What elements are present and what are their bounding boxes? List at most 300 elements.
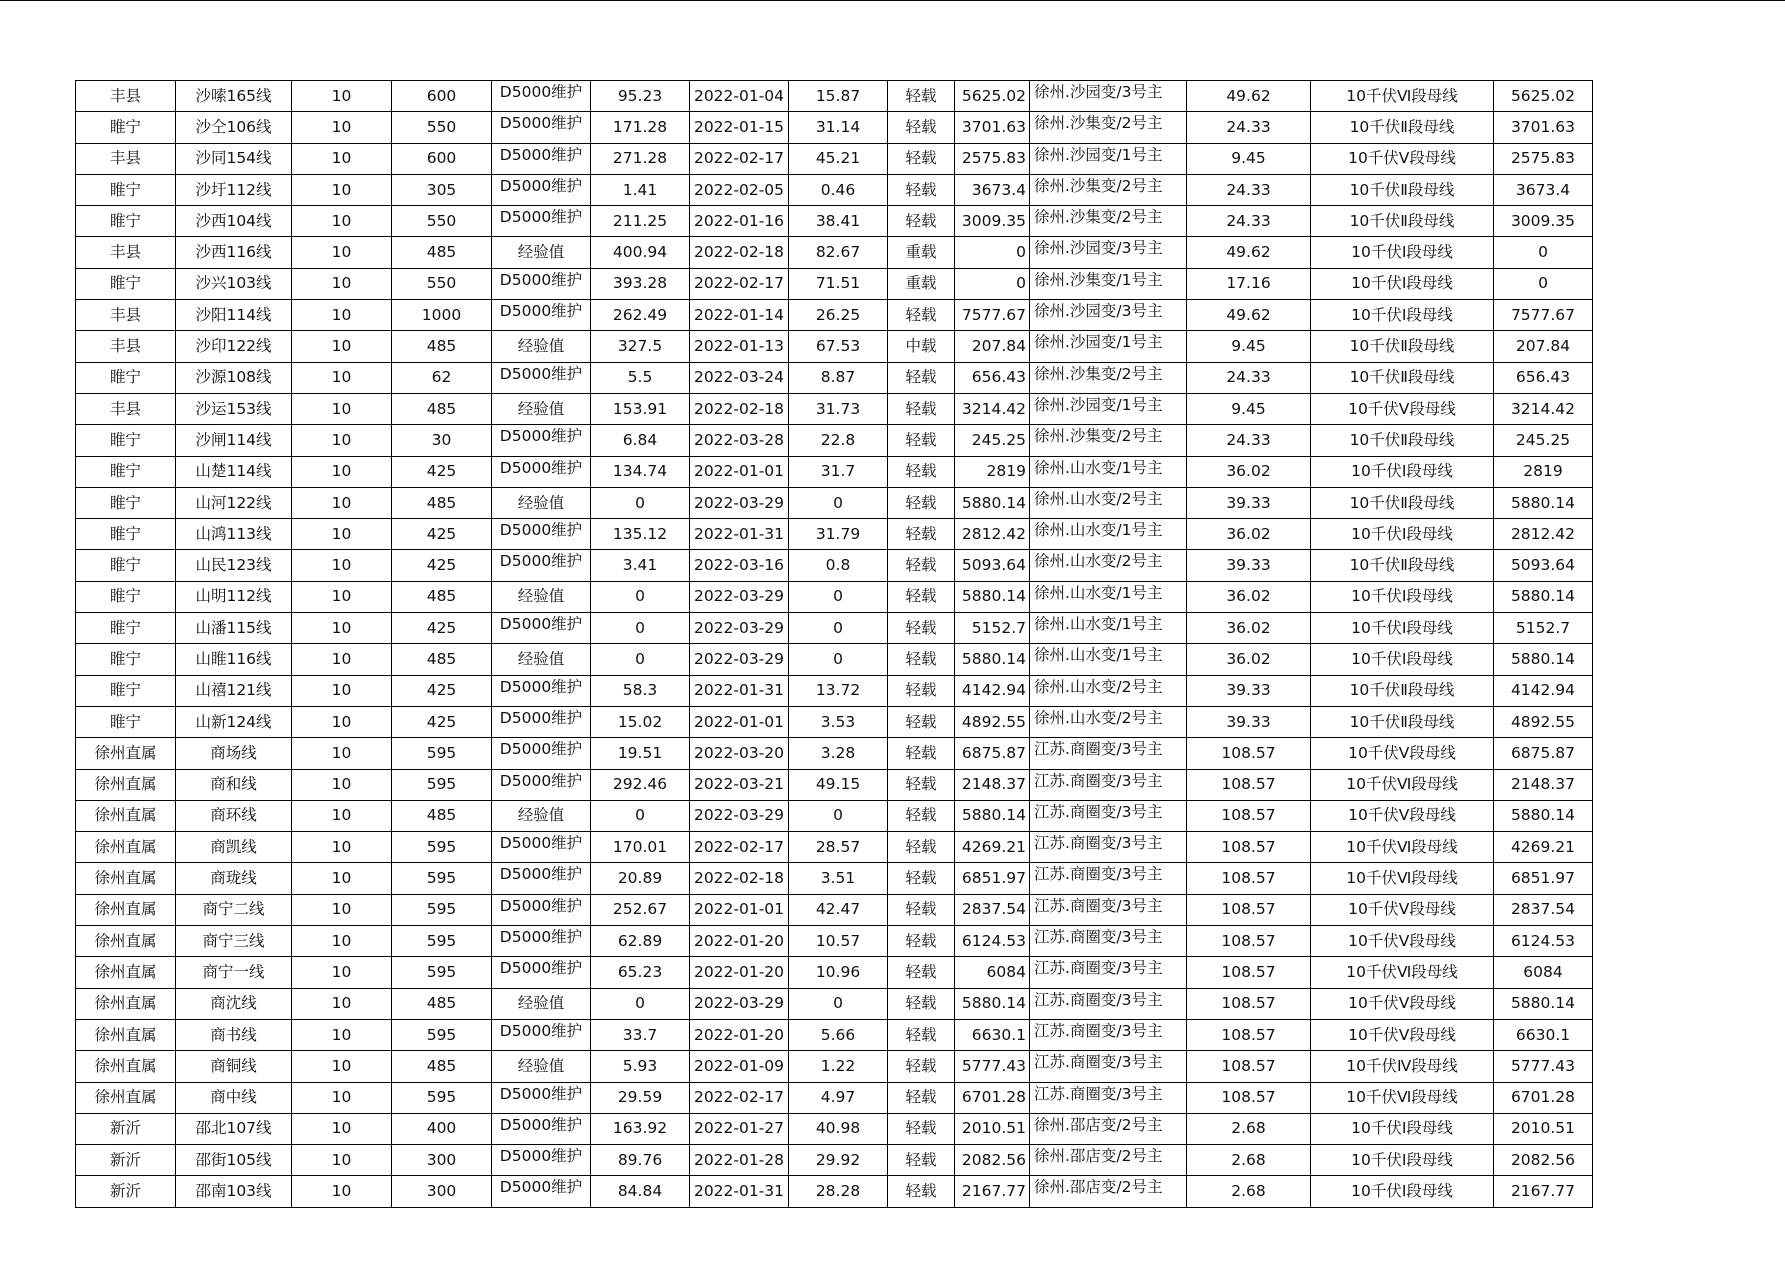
- value-cell: 170.01: [591, 832, 690, 863]
- date-cell: 2022-02-18: [690, 393, 789, 424]
- transformer-load-cell: 24.33: [1187, 112, 1311, 143]
- table-row: [76, 300, 1593, 331]
- line-name-cell: 沙印122线: [176, 331, 292, 362]
- voltage-cell: 10: [292, 613, 392, 644]
- table-row: [76, 926, 1593, 957]
- value-cell: 0: [591, 644, 690, 675]
- district-cell: 徐州直属: [76, 863, 176, 894]
- load-status-cell: 轻载: [888, 894, 955, 925]
- available-capacity-cell: 6084: [1494, 957, 1593, 988]
- transformer-cell: 徐州.沙园变/3号主: [1030, 300, 1187, 331]
- data-source-cell: 经验值: [492, 988, 591, 1019]
- date-cell: 2022-02-17: [690, 143, 789, 174]
- transformer-load-cell: 108.57: [1187, 832, 1311, 863]
- line-name-cell: 沙西116线: [176, 237, 292, 268]
- load-rate-cell: 8.87: [789, 362, 888, 393]
- data-source-cell: D5000维护: [492, 550, 591, 581]
- line-name-cell: 沙同154线: [176, 143, 292, 174]
- busbar-cell: 10千伏Ⅰ段母线: [1311, 300, 1494, 331]
- load-rate-cell: 10.57: [789, 926, 888, 957]
- transformer-load-cell: 36.02: [1187, 456, 1311, 487]
- district-cell: 新沂: [76, 1145, 176, 1176]
- value-cell: 0: [591, 487, 690, 518]
- date-cell: 2022-03-29: [690, 613, 789, 644]
- line-name-cell: 沙阳114线: [176, 300, 292, 331]
- line-name-cell: 山潘115线: [176, 613, 292, 644]
- rated-capacity-cell: 595: [392, 926, 492, 957]
- data-source-cell: 经验值: [492, 644, 591, 675]
- transformer-load-cell: 108.57: [1187, 738, 1311, 769]
- table-row: [76, 1051, 1593, 1082]
- busbar-cell: 10千伏Ⅰ段母线: [1311, 1113, 1494, 1144]
- line-name-cell: 山民123线: [176, 550, 292, 581]
- rated-capacity-cell: 485: [392, 581, 492, 612]
- district-cell: 睢宁: [76, 112, 176, 143]
- transformer-cell: 徐州.沙园变/1号主: [1030, 143, 1187, 174]
- load-status-cell: 轻载: [888, 706, 955, 737]
- transformer-cell: 徐州.山水变/1号主: [1030, 456, 1187, 487]
- transformer-cell: 江苏.商圈变/3号主: [1030, 926, 1187, 957]
- busbar-cell: 10千伏Ⅱ段母线: [1311, 425, 1494, 456]
- date-cell: 2022-01-01: [690, 456, 789, 487]
- table-row: [76, 206, 1593, 237]
- rated-capacity-cell: 595: [392, 769, 492, 800]
- value-cell: 89.76: [591, 1145, 690, 1176]
- load-status-cell: 轻载: [888, 769, 955, 800]
- load-status-cell: 轻载: [888, 206, 955, 237]
- table-row: [76, 675, 1593, 706]
- value-cell: 153.91: [591, 393, 690, 424]
- transformer-load-cell: 108.57: [1187, 1051, 1311, 1082]
- voltage-cell: 10: [292, 1145, 392, 1176]
- voltage-cell: 10: [292, 957, 392, 988]
- district-cell: 新沂: [76, 1176, 176, 1207]
- available-capacity-cell: 207.84: [1494, 331, 1593, 362]
- busbar-cell: 10千伏Ⅴ段母线: [1311, 738, 1494, 769]
- table-row: [76, 362, 1593, 393]
- busbar-cell: 10千伏Ⅴ段母线: [1311, 926, 1494, 957]
- load-rate-cell: 42.47: [789, 894, 888, 925]
- value-cell: 0: [591, 613, 690, 644]
- busbar-cell: 10千伏Ⅱ段母线: [1311, 206, 1494, 237]
- data-source-cell: D5000维护: [492, 268, 591, 299]
- value-cell: 5.93: [591, 1051, 690, 1082]
- load-status-cell: 轻载: [888, 581, 955, 612]
- transformer-cell: 徐州.邵店变/2号主: [1030, 1113, 1187, 1144]
- voltage-cell: 10: [292, 894, 392, 925]
- line-name-cell: 商沈线: [176, 988, 292, 1019]
- line-name-cell: 商宁一线: [176, 957, 292, 988]
- district-cell: 睢宁: [76, 613, 176, 644]
- line-name-cell: 邵南103线: [176, 1176, 292, 1207]
- transformer-cell: 徐州.山水变/2号主: [1030, 550, 1187, 581]
- rated-capacity-cell: 300: [392, 1176, 492, 1207]
- rated-capacity-cell: 400: [392, 1113, 492, 1144]
- date-cell: 2022-01-20: [690, 926, 789, 957]
- margin-cell: 0: [955, 237, 1030, 268]
- rated-capacity-cell: 595: [392, 863, 492, 894]
- rated-capacity-cell: 30: [392, 425, 492, 456]
- data-source-cell: D5000维护: [492, 300, 591, 331]
- district-cell: 徐州直属: [76, 1082, 176, 1113]
- transformer-cell: 徐州.邵店变/2号主: [1030, 1145, 1187, 1176]
- value-cell: 6.84: [591, 425, 690, 456]
- transformer-cell: 徐州.山水变/2号主: [1030, 706, 1187, 737]
- busbar-cell: 10千伏Ⅴ段母线: [1311, 988, 1494, 1019]
- transformer-load-cell: 39.33: [1187, 550, 1311, 581]
- district-cell: 徐州直属: [76, 769, 176, 800]
- table-row: [76, 331, 1593, 362]
- load-rate-cell: 0: [789, 613, 888, 644]
- available-capacity-cell: 2812.42: [1494, 519, 1593, 550]
- data-source-cell: D5000维护: [492, 1113, 591, 1144]
- line-name-cell: 沙运153线: [176, 393, 292, 424]
- transformer-cell: 徐州.沙园变/1号主: [1030, 393, 1187, 424]
- voltage-cell: 10: [292, 1113, 392, 1144]
- line-name-cell: 山楚114线: [176, 456, 292, 487]
- district-cell: 睢宁: [76, 644, 176, 675]
- rated-capacity-cell: 595: [392, 1082, 492, 1113]
- line-name-cell: 沙圩112线: [176, 174, 292, 205]
- busbar-cell: 10千伏Ⅱ段母线: [1311, 487, 1494, 518]
- voltage-cell: 10: [292, 206, 392, 237]
- margin-cell: 2167.77: [955, 1176, 1030, 1207]
- transformer-cell: 江苏.商圈变/3号主: [1030, 863, 1187, 894]
- rated-capacity-cell: 425: [392, 613, 492, 644]
- load-rate-cell: 3.53: [789, 706, 888, 737]
- load-rate-cell: 0: [789, 487, 888, 518]
- district-cell: 徐州直属: [76, 1019, 176, 1050]
- transformer-load-cell: 24.33: [1187, 362, 1311, 393]
- busbar-cell: 10千伏Ⅱ段母线: [1311, 362, 1494, 393]
- load-status-cell: 轻载: [888, 456, 955, 487]
- transformer-cell: 江苏.商圈变/3号主: [1030, 894, 1187, 925]
- date-cell: 2022-03-29: [690, 800, 789, 831]
- busbar-cell: 10千伏Ⅴ段母线: [1311, 894, 1494, 925]
- load-rate-cell: 3.28: [789, 738, 888, 769]
- value-cell: 211.25: [591, 206, 690, 237]
- margin-cell: 3214.42: [955, 393, 1030, 424]
- available-capacity-cell: 2819: [1494, 456, 1593, 487]
- line-name-cell: 山河122线: [176, 487, 292, 518]
- line-name-cell: 商中线: [176, 1082, 292, 1113]
- busbar-cell: 10千伏Ⅱ段母线: [1311, 331, 1494, 362]
- transformer-cell: 徐州.山水变/1号主: [1030, 519, 1187, 550]
- available-capacity-cell: 2148.37: [1494, 769, 1593, 800]
- table-row: [76, 581, 1593, 612]
- district-cell: 睢宁: [76, 206, 176, 237]
- transformer-cell: 徐州.沙集变/1号主: [1030, 268, 1187, 299]
- busbar-cell: 10千伏Ⅱ段母线: [1311, 112, 1494, 143]
- data-source-cell: D5000维护: [492, 81, 591, 112]
- transformer-cell: 徐州.山水变/2号主: [1030, 675, 1187, 706]
- available-capacity-cell: 5880.14: [1494, 800, 1593, 831]
- data-source-cell: D5000维护: [492, 675, 591, 706]
- margin-cell: 0: [955, 268, 1030, 299]
- transformer-load-cell: 36.02: [1187, 519, 1311, 550]
- transformer-load-cell: 39.33: [1187, 487, 1311, 518]
- data-source-cell: 经验值: [492, 393, 591, 424]
- transformer-cell: 江苏.商圈变/3号主: [1030, 988, 1187, 1019]
- available-capacity-cell: 7577.67: [1494, 300, 1593, 331]
- load-rate-cell: 28.57: [789, 832, 888, 863]
- line-name-cell: 商书线: [176, 1019, 292, 1050]
- transformer-cell: 徐州.沙园变/1号主: [1030, 331, 1187, 362]
- margin-cell: 2837.54: [955, 894, 1030, 925]
- voltage-cell: 10: [292, 988, 392, 1019]
- table-row: [76, 894, 1593, 925]
- date-cell: 2022-03-21: [690, 769, 789, 800]
- data-source-cell: 经验值: [492, 800, 591, 831]
- load-status-cell: 轻载: [888, 1113, 955, 1144]
- transformer-cell: 徐州.沙园变/3号主: [1030, 237, 1187, 268]
- line-name-cell: 沙西104线: [176, 206, 292, 237]
- district-cell: 睢宁: [76, 268, 176, 299]
- data-source-cell: 经验值: [492, 581, 591, 612]
- table-row: [76, 769, 1593, 800]
- value-cell: 134.74: [591, 456, 690, 487]
- district-cell: 丰县: [76, 300, 176, 331]
- margin-cell: 5625.02: [955, 81, 1030, 112]
- data-source-cell: D5000维护: [492, 1019, 591, 1050]
- date-cell: 2022-01-31: [690, 1176, 789, 1207]
- value-cell: 0: [591, 800, 690, 831]
- voltage-cell: 10: [292, 519, 392, 550]
- busbar-cell: 10千伏Ⅰ段母线: [1311, 1176, 1494, 1207]
- table-row: [76, 832, 1593, 863]
- load-rate-cell: 10.96: [789, 957, 888, 988]
- transformer-cell: 徐州.沙集变/2号主: [1030, 362, 1187, 393]
- transformer-load-cell: 9.45: [1187, 331, 1311, 362]
- district-cell: 丰县: [76, 331, 176, 362]
- transformer-cell: 江苏.商圈变/3号主: [1030, 1051, 1187, 1082]
- value-cell: 84.84: [591, 1176, 690, 1207]
- load-status-cell: 重载: [888, 237, 955, 268]
- busbar-cell: 10千伏Ⅱ段母线: [1311, 675, 1494, 706]
- date-cell: 2022-02-18: [690, 237, 789, 268]
- value-cell: 15.02: [591, 706, 690, 737]
- table-row: [76, 268, 1593, 299]
- transformer-cell: 江苏.商圈变/3号主: [1030, 769, 1187, 800]
- transformer-load-cell: 108.57: [1187, 988, 1311, 1019]
- load-status-cell: 轻载: [888, 738, 955, 769]
- district-cell: 徐州直属: [76, 894, 176, 925]
- busbar-cell: 10千伏Ⅴ段母线: [1311, 1019, 1494, 1050]
- margin-cell: 5152.7: [955, 613, 1030, 644]
- transformer-load-cell: 108.57: [1187, 1019, 1311, 1050]
- data-source-cell: D5000维护: [492, 1176, 591, 1207]
- transformer-cell: 徐州.邵店变/2号主: [1030, 1176, 1187, 1207]
- transformer-load-cell: 49.62: [1187, 237, 1311, 268]
- rated-capacity-cell: 485: [392, 988, 492, 1019]
- value-cell: 135.12: [591, 519, 690, 550]
- load-rate-cell: 0: [789, 800, 888, 831]
- value-cell: 1.41: [591, 174, 690, 205]
- voltage-cell: 10: [292, 268, 392, 299]
- value-cell: 262.49: [591, 300, 690, 331]
- voltage-cell: 10: [292, 331, 392, 362]
- transformer-cell: 江苏.商圈变/3号主: [1030, 1019, 1187, 1050]
- value-cell: 3.41: [591, 550, 690, 581]
- transformer-load-cell: 36.02: [1187, 613, 1311, 644]
- data-source-cell: D5000维护: [492, 894, 591, 925]
- district-cell: 丰县: [76, 81, 176, 112]
- load-rate-cell: 45.21: [789, 143, 888, 174]
- transformer-load-cell: 24.33: [1187, 174, 1311, 205]
- data-source-cell: D5000维护: [492, 143, 591, 174]
- load-status-cell: 轻载: [888, 1145, 955, 1176]
- available-capacity-cell: 2082.56: [1494, 1145, 1593, 1176]
- margin-cell: 2812.42: [955, 519, 1030, 550]
- margin-cell: 2010.51: [955, 1113, 1030, 1144]
- margin-cell: 7577.67: [955, 300, 1030, 331]
- available-capacity-cell: 5880.14: [1494, 487, 1593, 518]
- data-source-cell: 经验值: [492, 1051, 591, 1082]
- table-row: [76, 863, 1593, 894]
- district-cell: 睢宁: [76, 174, 176, 205]
- busbar-cell: 10千伏Ⅴ段母线: [1311, 393, 1494, 424]
- table-row: [76, 425, 1593, 456]
- district-cell: 徐州直属: [76, 800, 176, 831]
- load-rate-cell: 26.25: [789, 300, 888, 331]
- table-row: [76, 988, 1593, 1019]
- rated-capacity-cell: 425: [392, 550, 492, 581]
- available-capacity-cell: 6124.53: [1494, 926, 1593, 957]
- date-cell: 2022-01-01: [690, 894, 789, 925]
- data-source-cell: D5000维护: [492, 362, 591, 393]
- table-row: [76, 1082, 1593, 1113]
- line-name-cell: 商环线: [176, 800, 292, 831]
- data-source-cell: D5000维护: [492, 1082, 591, 1113]
- value-cell: 292.46: [591, 769, 690, 800]
- busbar-cell: 10千伏Ⅵ段母线: [1311, 81, 1494, 112]
- rated-capacity-cell: 485: [392, 331, 492, 362]
- load-rate-cell: 31.73: [789, 393, 888, 424]
- available-capacity-cell: 6875.87: [1494, 738, 1593, 769]
- district-cell: 徐州直属: [76, 832, 176, 863]
- available-capacity-cell: 2167.77: [1494, 1176, 1593, 1207]
- load-status-cell: 轻载: [888, 644, 955, 675]
- rated-capacity-cell: 485: [392, 800, 492, 831]
- rated-capacity-cell: 300: [392, 1145, 492, 1176]
- line-name-cell: 商宁三线: [176, 926, 292, 957]
- transformer-cell: 徐州.山水变/1号主: [1030, 613, 1187, 644]
- rated-capacity-cell: 595: [392, 832, 492, 863]
- data-source-cell: D5000维护: [492, 738, 591, 769]
- load-rate-cell: 40.98: [789, 1113, 888, 1144]
- date-cell: 2022-02-18: [690, 863, 789, 894]
- line-name-cell: 沙嗦165线: [176, 81, 292, 112]
- transformer-cell: 徐州.山水变/1号主: [1030, 644, 1187, 675]
- table-row: [76, 519, 1593, 550]
- busbar-cell: 10千伏Ⅰ段母线: [1311, 644, 1494, 675]
- voltage-cell: 10: [292, 550, 392, 581]
- margin-cell: 207.84: [955, 331, 1030, 362]
- transformer-load-cell: 49.62: [1187, 81, 1311, 112]
- rated-capacity-cell: 600: [392, 81, 492, 112]
- value-cell: 0: [591, 581, 690, 612]
- value-cell: 95.23: [591, 81, 690, 112]
- date-cell: 2022-02-17: [690, 832, 789, 863]
- line-name-cell: 沙仝106线: [176, 112, 292, 143]
- value-cell: 65.23: [591, 957, 690, 988]
- date-cell: 2022-01-28: [690, 1145, 789, 1176]
- transformer-load-cell: 2.68: [1187, 1113, 1311, 1144]
- district-cell: 徐州直属: [76, 1051, 176, 1082]
- table-row: [76, 456, 1593, 487]
- table-body: [76, 81, 1593, 1208]
- busbar-cell: 10千伏Ⅰ段母线: [1311, 519, 1494, 550]
- available-capacity-cell: 6701.28: [1494, 1082, 1593, 1113]
- load-status-cell: 轻载: [888, 1019, 955, 1050]
- date-cell: 2022-01-15: [690, 112, 789, 143]
- available-capacity-cell: 656.43: [1494, 362, 1593, 393]
- margin-cell: 3009.35: [955, 206, 1030, 237]
- district-cell: 徐州直属: [76, 926, 176, 957]
- value-cell: 58.3: [591, 675, 690, 706]
- value-cell: 271.28: [591, 143, 690, 174]
- load-rate-cell: 82.67: [789, 237, 888, 268]
- district-cell: 徐州直属: [76, 988, 176, 1019]
- available-capacity-cell: 0: [1494, 237, 1593, 268]
- transformer-load-cell: 108.57: [1187, 957, 1311, 988]
- load-rate-cell: 22.8: [789, 425, 888, 456]
- margin-cell: 5880.14: [955, 581, 1030, 612]
- rated-capacity-cell: 485: [392, 237, 492, 268]
- district-cell: 睢宁: [76, 550, 176, 581]
- table-row: [76, 1145, 1593, 1176]
- load-status-cell: 轻载: [888, 487, 955, 518]
- value-cell: 252.67: [591, 894, 690, 925]
- line-name-cell: 山禧121线: [176, 675, 292, 706]
- date-cell: 2022-01-20: [690, 1019, 789, 1050]
- line-name-cell: 商珑线: [176, 863, 292, 894]
- load-status-cell: 轻载: [888, 1051, 955, 1082]
- transformer-cell: 江苏.商圈变/3号主: [1030, 957, 1187, 988]
- table-row: [76, 1113, 1593, 1144]
- transformer-cell: 江苏.商圈变/3号主: [1030, 738, 1187, 769]
- district-cell: 睢宁: [76, 456, 176, 487]
- date-cell: 2022-01-01: [690, 706, 789, 737]
- margin-cell: 4892.55: [955, 706, 1030, 737]
- margin-cell: 2575.83: [955, 143, 1030, 174]
- feeder-load-table: [75, 80, 1593, 1208]
- load-rate-cell: 28.28: [789, 1176, 888, 1207]
- transformer-load-cell: 36.02: [1187, 644, 1311, 675]
- available-capacity-cell: 0: [1494, 268, 1593, 299]
- rated-capacity-cell: 550: [392, 206, 492, 237]
- district-cell: 徐州直属: [76, 957, 176, 988]
- margin-cell: 5777.43: [955, 1051, 1030, 1082]
- district-cell: 丰县: [76, 143, 176, 174]
- date-cell: 2022-03-29: [690, 644, 789, 675]
- rated-capacity-cell: 62: [392, 362, 492, 393]
- data-source-cell: D5000维护: [492, 174, 591, 205]
- date-cell: 2022-03-29: [690, 581, 789, 612]
- load-status-cell: 轻载: [888, 800, 955, 831]
- load-rate-cell: 3.51: [789, 863, 888, 894]
- margin-cell: 3701.63: [955, 112, 1030, 143]
- transformer-cell: 徐州.沙集变/2号主: [1030, 174, 1187, 205]
- load-status-cell: 轻载: [888, 143, 955, 174]
- margin-cell: 6124.53: [955, 926, 1030, 957]
- available-capacity-cell: 3701.63: [1494, 112, 1593, 143]
- data-source-cell: D5000维护: [492, 832, 591, 863]
- line-name-cell: 山新124线: [176, 706, 292, 737]
- margin-cell: 4269.21: [955, 832, 1030, 863]
- date-cell: 2022-01-13: [690, 331, 789, 362]
- data-source-cell: 经验值: [492, 331, 591, 362]
